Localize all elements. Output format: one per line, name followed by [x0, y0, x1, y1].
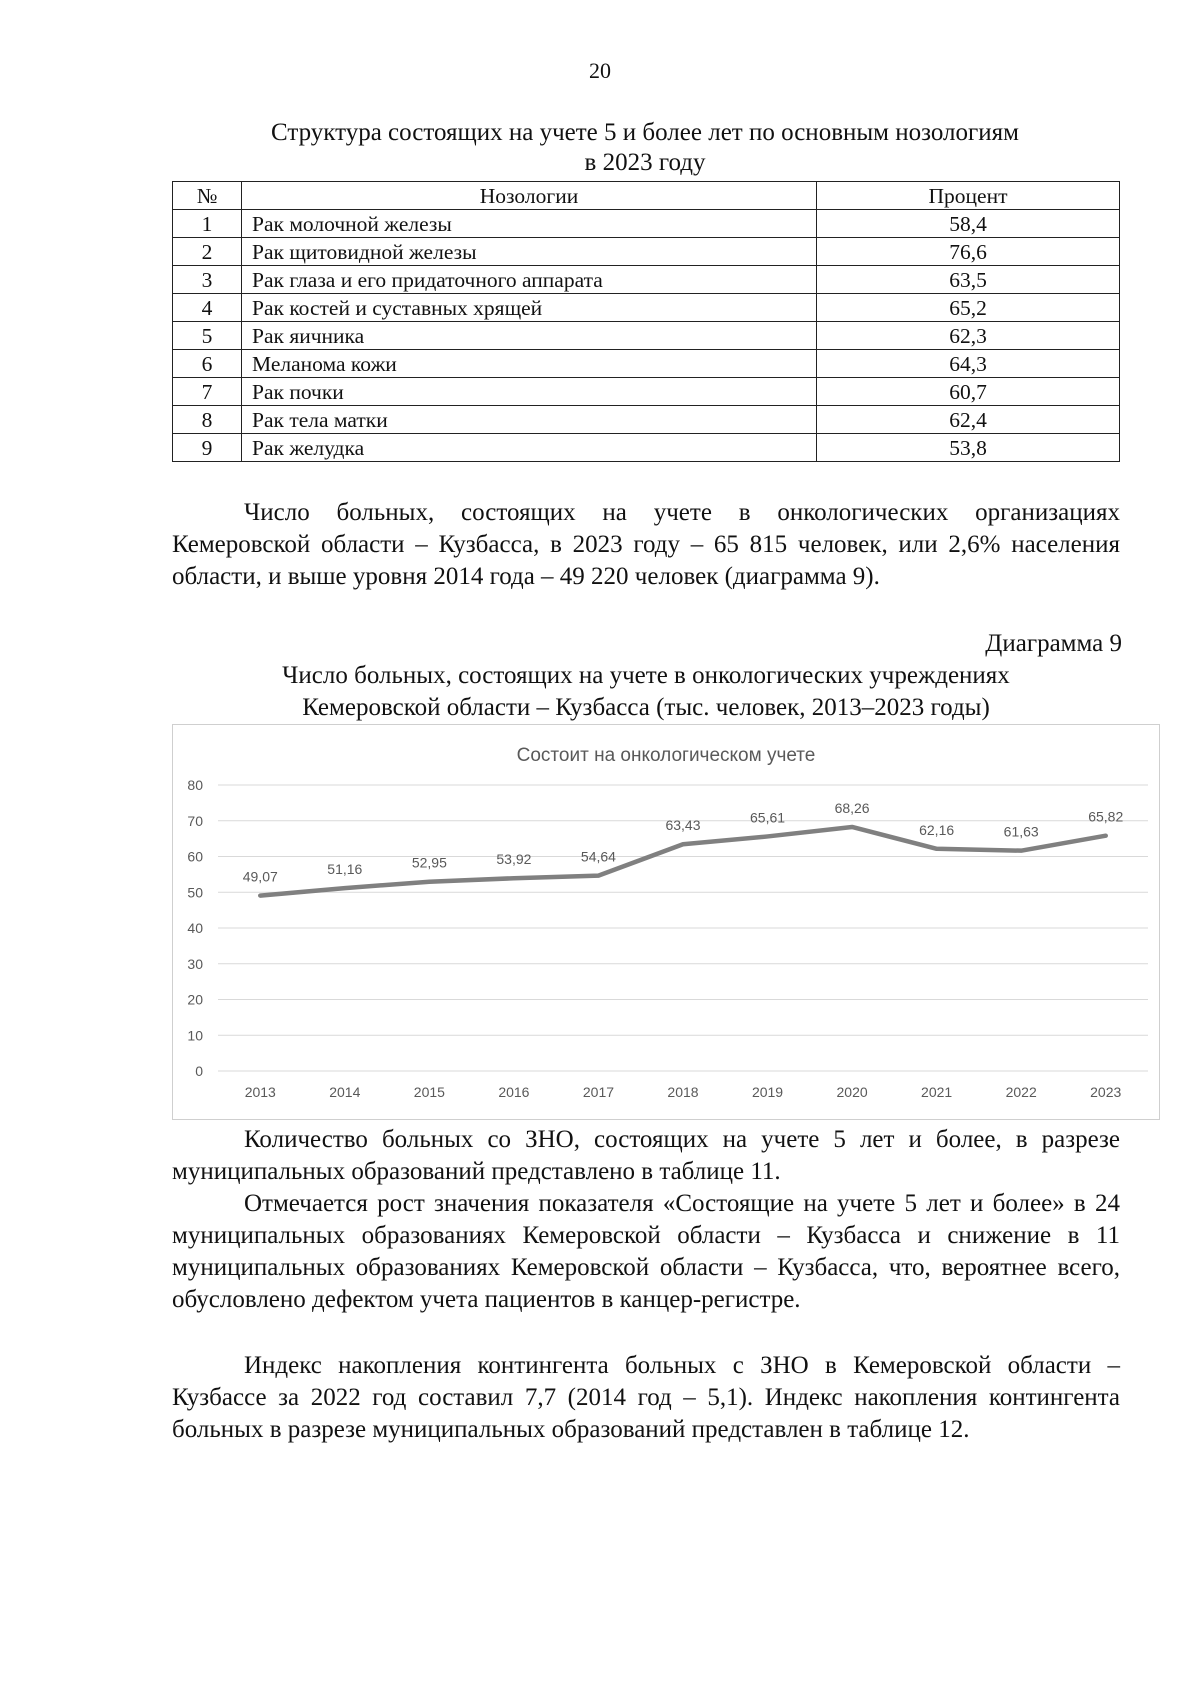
table-row — [173, 406, 1120, 434]
table-title-line2: в 2023 году — [584, 149, 706, 176]
table-row — [173, 266, 1120, 294]
line-chart-frame — [172, 724, 1160, 1120]
header-nosology: Нозологии — [242, 182, 817, 210]
row-percent: 62,4 — [817, 406, 1120, 434]
y-tick-label: 30 — [187, 955, 203, 972]
x-tick-label: 2013 — [244, 1084, 276, 1100]
table-row — [173, 210, 1120, 238]
y-tick-label: 20 — [187, 991, 203, 1008]
y-tick-label: 10 — [187, 1027, 203, 1044]
row-nosology: Рак почки — [242, 378, 817, 406]
y-tick-label: 60 — [187, 848, 203, 865]
row-number: 4 — [173, 294, 242, 322]
row-nosology: Рак яичника — [242, 322, 817, 350]
page-number: 20 — [589, 58, 611, 83]
table-title-line1: Структура состоящих на учете 5 и более лет по основным нозологиям — [271, 119, 1019, 146]
row-percent: 76,6 — [817, 238, 1120, 266]
row-percent: 64,3 — [817, 350, 1120, 378]
data-label: 62,16 — [919, 821, 955, 838]
table-row — [173, 350, 1120, 378]
series-line — [260, 827, 1105, 896]
table-row — [173, 378, 1120, 406]
x-tick-label: 2023 — [1090, 1084, 1122, 1100]
row-number: 1 — [173, 210, 242, 238]
y-tick-label: 50 — [187, 884, 203, 901]
x-tick-label: 2018 — [667, 1084, 699, 1100]
row-percent: 63,5 — [817, 266, 1120, 294]
x-tick-label: 2019 — [751, 1084, 784, 1100]
table-row — [173, 434, 1120, 462]
line-chart — [173, 725, 1159, 1119]
y-tick-label: 40 — [187, 920, 203, 936]
x-tick-label: 2020 — [836, 1084, 868, 1100]
row-nosology: Рак щитовидной железы — [242, 238, 817, 266]
x-tick-label: 2017 — [582, 1084, 615, 1100]
table-row — [173, 322, 1120, 350]
data-label: 54,64 — [580, 848, 616, 865]
x-tick-label: 2022 — [1005, 1084, 1037, 1100]
table-row — [173, 294, 1120, 322]
table-header-row — [173, 182, 1120, 210]
data-label: 63,43 — [665, 817, 701, 834]
x-tick-label: 2014 — [329, 1084, 361, 1100]
paragraph-table11-ref: Количество больных со ЗНО, состоящих на учете 5 лет и более, в разрезе муниципальных образований представлено в таблице 11. — [172, 1126, 1120, 1185]
row-nosology: Рак желудка — [242, 434, 817, 462]
table-row — [173, 238, 1120, 266]
data-label: 49,07 — [242, 868, 278, 885]
row-nosology: Рак тела матки — [242, 406, 817, 434]
row-nosology: Рак глаза и его придаточного аппарата — [242, 266, 817, 294]
row-nosology: Меланома кожи — [242, 350, 817, 378]
row-percent: 60,7 — [817, 378, 1120, 406]
row-nosology: Рак костей и суставных хрящей — [242, 294, 817, 322]
data-label: 68,26 — [834, 799, 870, 816]
row-number: 3 — [173, 266, 242, 294]
diagram-title-line2: Кемеровской области – Кузбасса (тыс. человек, 2013–2023 годы) — [302, 694, 990, 721]
diagram-title — [172, 660, 1120, 724]
row-number: 7 — [173, 378, 242, 406]
chart-title: Состоит на онкологическом учете — [516, 745, 816, 766]
row-nosology: Рак молочной железы — [242, 210, 817, 238]
paragraph-growth: Отмечается рост значения показателя «Состоящие на учете 5 лет и более» в 24 муниципальных образованиях Кемеровской области – Кузбасса и снижение в 11 муниципальных образованиях Кемеровской области – Кузбасса, что, вероятнее всего, обусловлено дефектом учета пациентов в канцер-регистре. — [172, 1190, 1120, 1313]
data-label: 52,95 — [411, 854, 447, 871]
data-label: 61,63 — [1003, 823, 1039, 840]
paragraph-accumulation-index: Индекс накопления контингента больных с ЗНО в Кемеровской области – Кузбассе за 2022 год составил 7,7 (2014 год – 5,1). Индекс накопления контингента больных в разрезе муниципальных образований представлен в таблице 12. — [172, 1352, 1120, 1443]
row-percent: 58,4 — [817, 210, 1120, 238]
row-number: 6 — [173, 350, 242, 378]
row-percent: 65,2 — [817, 294, 1120, 322]
x-tick-label: 2015 — [413, 1084, 445, 1100]
row-number: 8 — [173, 406, 242, 434]
data-label: 65,61 — [750, 809, 786, 826]
y-tick-label: 70 — [187, 812, 203, 829]
y-tick-label: 0 — [195, 1063, 203, 1079]
data-label: 51,16 — [327, 861, 363, 878]
x-tick-label: 2021 — [921, 1084, 953, 1100]
nosology-table — [172, 181, 1120, 462]
row-number: 2 — [173, 238, 242, 266]
header-number: № — [173, 182, 242, 210]
row-percent: 53,8 — [817, 434, 1120, 462]
row-number: 5 — [173, 322, 242, 350]
row-percent: 62,3 — [817, 322, 1120, 350]
data-label: 53,92 — [496, 851, 532, 868]
paragraph-patient-count: Число больных, состоящих на учете в онкологических организациях Кемеровской области – Кузбасса, в 2023 году – 65 815 человек, или 2,6% населения области, и выше уровня 2014 года – 49 220 человек (диаграмма 9). — [172, 499, 1120, 590]
x-tick-label: 2016 — [498, 1084, 530, 1100]
diagram-title-line1: Число больных, состоящих на учете в онкологических учреждениях — [282, 662, 1010, 689]
table-title — [170, 118, 1120, 178]
row-number: 9 — [173, 434, 242, 462]
diagram-label: Диаграмма 9 — [985, 630, 1122, 657]
header-percent: Процент — [817, 182, 1120, 210]
y-tick-label: 80 — [187, 777, 203, 793]
data-label: 65,82 — [1088, 808, 1124, 825]
